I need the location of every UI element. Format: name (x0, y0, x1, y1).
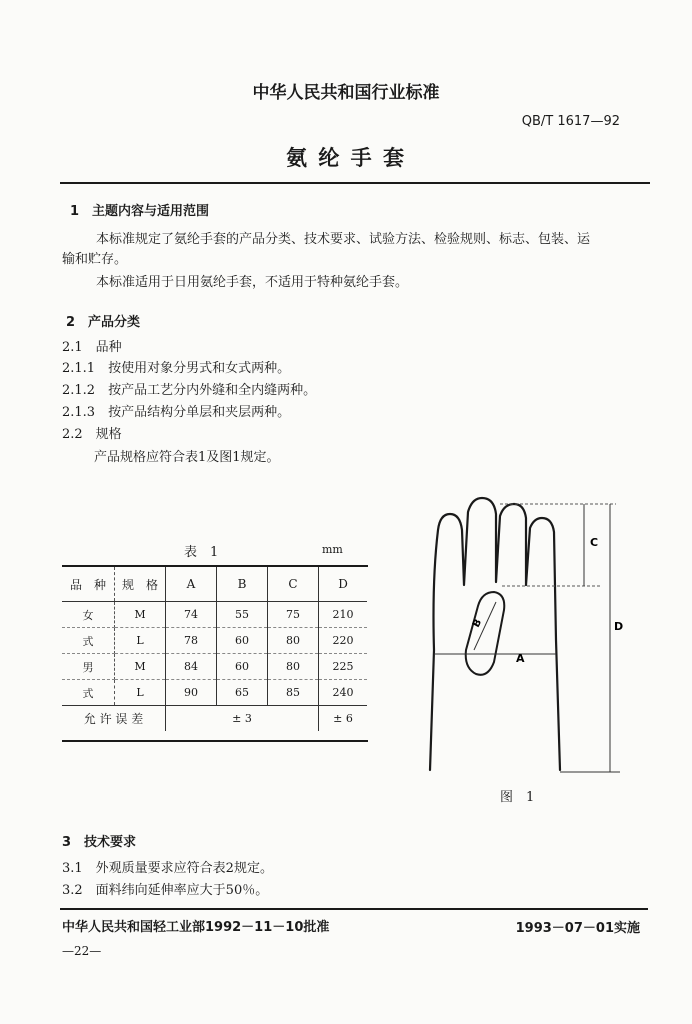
clause-3-1: 3.1 外观质量要求应符合表2规定。 (62, 861, 273, 876)
section-2-heading: 2 产品分类 (66, 315, 141, 330)
table-1-unit: mm (322, 543, 343, 556)
header-d: D (319, 567, 368, 602)
table-cell: 式 (62, 628, 115, 654)
table-cell: 女 (62, 602, 115, 628)
org-title: 中华人民共和国行业标准 (252, 83, 440, 103)
tolerance-label: 允 许 误 差 (62, 706, 166, 732)
table-cell: L (115, 680, 166, 706)
spec-table-container (62, 567, 367, 731)
table-cell: 55 (217, 602, 268, 628)
approver-line: 中华人民共和国轻工业部1992－11－10批准 (62, 920, 330, 935)
section-3-heading: 3 技术要求 (62, 835, 137, 850)
glove-figure (420, 490, 640, 790)
table-row (62, 628, 367, 654)
table-cell: 220 (319, 628, 368, 654)
table-bottom-rule (62, 740, 368, 742)
header-a: A (166, 567, 217, 602)
table-cell: 80 (268, 654, 319, 680)
table-cell: 225 (319, 654, 368, 680)
section-1-paragraph-2: 本标准适用于日用氨纶手套，不适用于特种氨纶手套。 (96, 275, 409, 290)
document-title: 氨 纶 手 套 (286, 146, 406, 170)
table-cell: L (115, 628, 166, 654)
table-cell: 60 (217, 628, 268, 654)
label-d: D (614, 620, 624, 633)
label-a: A (516, 652, 525, 665)
figure-1-caption: 图 1 (500, 790, 535, 805)
spec-table (62, 567, 367, 731)
page-number: —22— (62, 944, 102, 958)
clause-2-1: 2.1 品种 (62, 340, 122, 355)
spec-note: 产品规格应符合表1及图1规定。 (94, 450, 280, 465)
header-size: 规 格 (115, 567, 166, 602)
table-cell: 式 (62, 680, 115, 706)
tolerance-abc: ± 3 (166, 706, 319, 732)
standard-code: QB/T 1617—92 (521, 114, 620, 129)
glove-outline (430, 498, 560, 770)
table-cell: 74 (166, 602, 217, 628)
tolerance-row (62, 706, 367, 732)
table-row (62, 680, 367, 706)
table-cell: 男 (62, 654, 115, 680)
table-cell: M (115, 654, 166, 680)
clause-3-2: 3.2 面料纬向延伸率应大于50％。 (62, 883, 269, 898)
table-cell: 80 (268, 628, 319, 654)
label-c: C (590, 536, 599, 549)
table-1-caption: 表 1 (184, 545, 219, 560)
table-cell: 90 (166, 680, 217, 706)
header-rule (60, 182, 650, 184)
thumb-outline (466, 592, 505, 675)
table-cell: 240 (319, 680, 368, 706)
section-1-paragraph-1-line-2: 输和贮存。 (62, 252, 128, 267)
footer-rule (60, 908, 648, 910)
header-variety: 品 种 (62, 567, 115, 602)
table-cell: 65 (217, 680, 268, 706)
table-cell: 84 (166, 654, 217, 680)
clause-2-1-1: 2.1.1 按使用对象分男式和女式两种。 (62, 361, 291, 376)
clause-2-1-2: 2.1.2 按产品工艺分内外缝和全内缝两种。 (62, 383, 317, 398)
label-b: B (470, 617, 485, 630)
table-cell: 210 (319, 602, 368, 628)
table-row (62, 654, 367, 680)
table-cell: 75 (268, 602, 319, 628)
section-1-paragraph-1-line-1: 本标准规定了氨纶手套的产品分类、技术要求、试验方法、检验规则、标志、包装、运 (96, 232, 591, 247)
header-b: B (217, 567, 268, 602)
header-c: C (268, 567, 319, 602)
clause-2-2: 2.2 规格 (62, 427, 122, 442)
table-header-row (62, 567, 367, 602)
table-row (62, 602, 367, 628)
table-cell: M (115, 602, 166, 628)
tolerance-d: ± 6 (319, 706, 368, 732)
section-1-heading: 1 主题内容与适用范围 (70, 204, 210, 219)
clause-2-1-3: 2.1.3 按产品结构分单层和夹层两种。 (62, 405, 291, 420)
effective-date: 1993－07－01实施 (515, 921, 640, 936)
table-cell: 85 (268, 680, 319, 706)
table-cell: 60 (217, 654, 268, 680)
table-cell: 78 (166, 628, 217, 654)
